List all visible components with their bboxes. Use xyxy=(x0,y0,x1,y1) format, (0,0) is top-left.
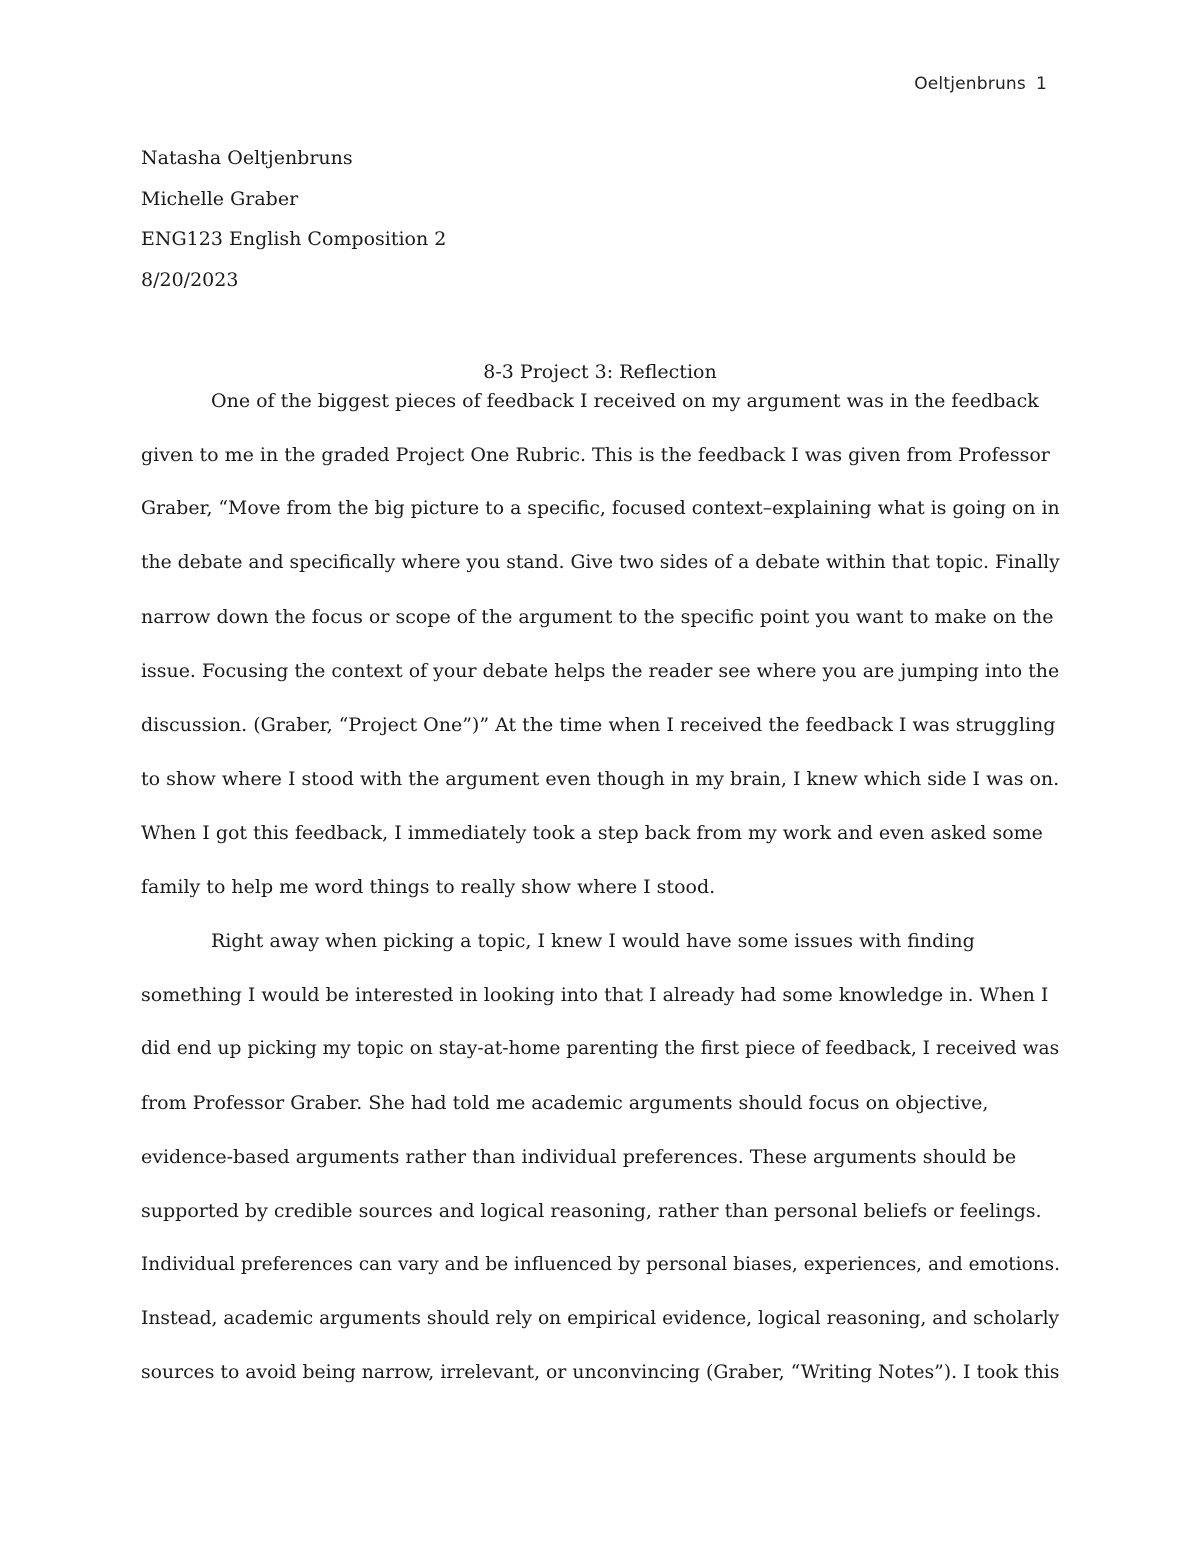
running-header xyxy=(914,74,1047,94)
body-line: Graber, “Move from the big picture to a specific, focused context–explaining what is going on in xyxy=(141,498,1060,519)
body-line: Instead, academic arguments should rely on empirical evidence, logical reasoning, and scholarly xyxy=(141,1308,1060,1329)
paper-title: 8-3 Project 3: Reflection xyxy=(483,361,717,383)
body-line: to show where I stood with the argument even though in my brain, I knew which side I was on. xyxy=(141,768,1060,790)
body-line: given to me in the graded Project One Rubric. This is the feedback I was given from Professor xyxy=(141,444,1050,466)
body-line: supported by credible sources and logical reasoning, rather than personal beliefs or feelings. xyxy=(141,1200,1042,1222)
body-line: from Professor Graber. She had told me academic arguments should focus on objective, xyxy=(141,1092,989,1114)
date: 8/20/2023 xyxy=(141,268,239,291)
body-text xyxy=(141,385,1060,1411)
instructor-name: Michelle Graber xyxy=(141,187,299,210)
body-line: evidence-based arguments rather than individual preferences. These arguments should be xyxy=(141,1146,1017,1168)
mla-heading xyxy=(141,142,446,304)
body-line: the debate and specifically where you stand. Give two sides of a debate within that topic. Finally xyxy=(141,552,1060,573)
header-page-number: 1 xyxy=(1035,74,1047,94)
body-line: Individual preferences can vary and be influenced by personal biases, experiences, and emotions. xyxy=(141,1254,1061,1275)
body-line: When I got this feedback, I immediately took a step back from my work and even asked some xyxy=(141,822,1043,844)
body-line: One of the biggest pieces of feedback I received on my argument was in the feedback xyxy=(211,390,1039,412)
header-author-name: Oeltjenbruns xyxy=(914,74,1026,94)
course-name: ENG123 English Composition 2 xyxy=(141,228,447,250)
body-line: did end up picking my topic on stay-at-home parenting the first piece of feedback, I received was xyxy=(141,1038,1060,1059)
body-line: narrow down the focus or scope of the argument to the specific point you want to make on the xyxy=(141,606,1054,628)
body-line: family to help me word things to really show where I stood. xyxy=(141,876,716,898)
body-line: Right away when picking a topic, I knew I would have some issues with finding xyxy=(211,930,975,952)
student-name: Natasha Oeltjenbruns xyxy=(141,147,353,169)
body-line: something I would be interested in looking into that I already had some knowledge in. When I xyxy=(141,984,1049,1006)
body-line: sources to avoid being narrow, irrelevant, or unconvincing (Graber, “Writing Notes”). I took this xyxy=(141,1362,1060,1383)
body-line: discussion. (Graber, “Project One”)” At the time when I received the feedback I was struggling xyxy=(141,714,1056,736)
body-line: issue. Focusing the context of your debate helps the reader see where you are jumping into the xyxy=(141,660,1060,682)
